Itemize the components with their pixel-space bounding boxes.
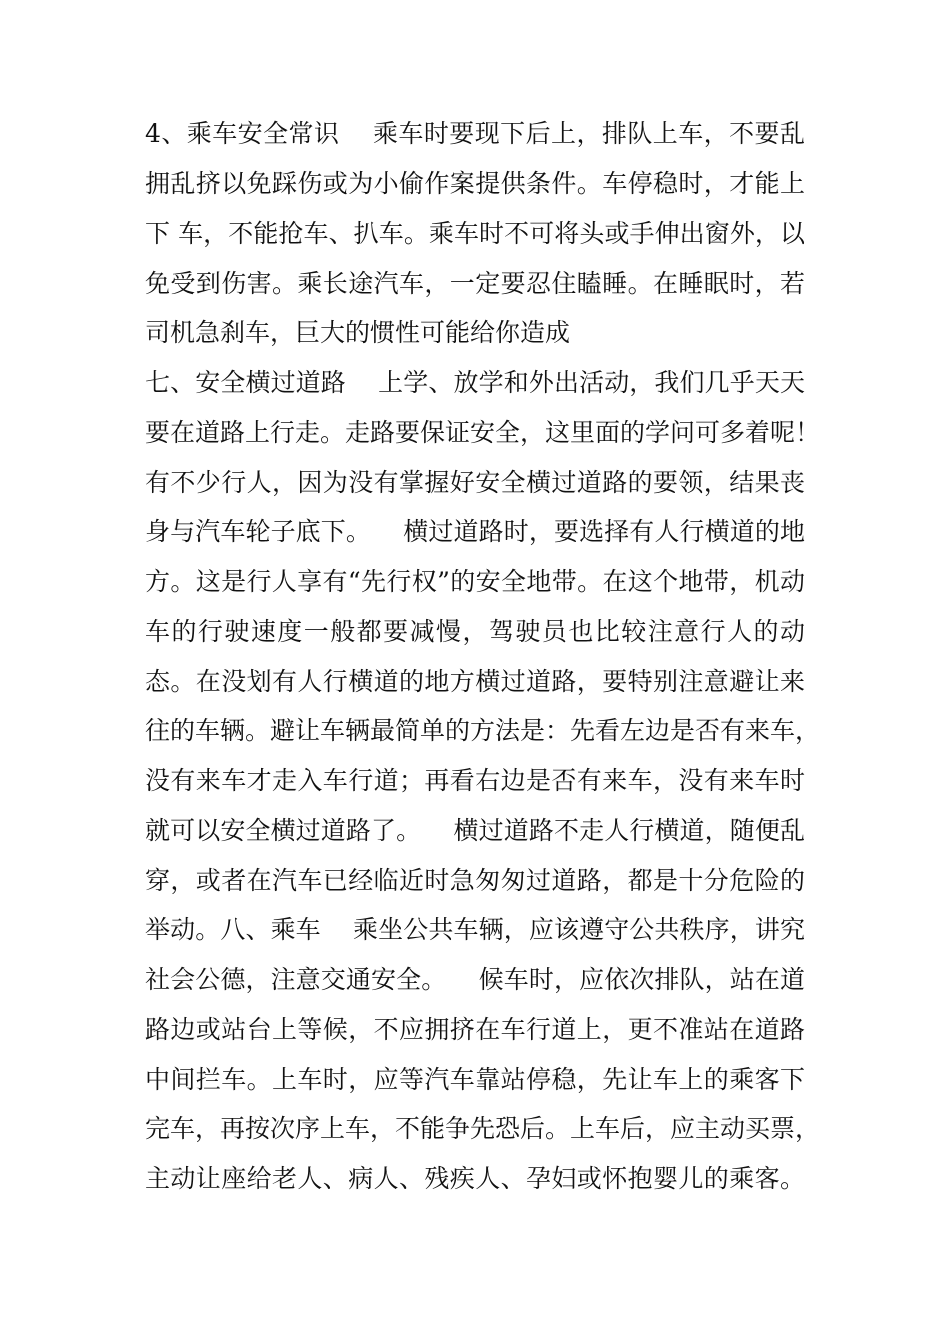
text-line: 完车，再按次序上车，不能争先恐后。上车后，应主动买票， [145,1114,821,1143]
text-line: 穿，或者在汽车已经临近时急匆匆过道路，都是十分危险的 [145,866,805,895]
text-line: 下 车，不能抢车、扒车。乘车时不可将头或手伸出窗外，以 [145,219,805,248]
text-line: 没有来车才走入车行道；再看右边是否有来车，没有来车时 [145,766,805,795]
text-line: 往的车辆。避让车辆最简单的方法是：先看左边是否有来车， [145,716,821,745]
text-line: 车的行驶速度一般都要减慢，驾驶员也比较注意行人的动 [145,617,805,646]
text-line: 身与汽车轮子底下。 横过道路时，要选择有人行横道的地 [145,517,805,546]
text-line: 社会公德，注意交通安全。 候车时，应依次排队，站在道 [145,965,805,994]
text-line: 免受到伤害。乘长途汽车，一定要忍住瞌睡。在睡眠时，若 [145,269,805,298]
text-line: 主动让座给老人、病人、残疾人、孕妇或怀抱婴儿的乘客。 [145,1164,805,1193]
text-line: 举动。八、乘车 乘坐公共车辆，应该遵守公共秩序，讲究 [145,915,805,944]
text-line: 就可以安全横过道路了。 横过道路不走人行横道，随便乱 [145,816,805,845]
text-line: 中间拦车。上车时，应等汽车靠站停稳，先让车上的乘客下 [145,1065,805,1094]
text-line: 有不少行人，因为没有掌握好安全横过道路的要领，结果丧 [145,468,805,497]
text-line: 七、安全横过道路 上学、放学和外出活动，我们几乎天天 [145,368,805,397]
text-line: 4、乘车安全常识 乘车时要现下后上，排队上车，不要乱 [145,119,805,148]
text-line: 路边或站台上等候，不应拥挤在车行道上，更不准站在道路 [145,1015,805,1044]
text-line: 方。这是行人享有“先行权”的安全地带。在这个地带，机动 [145,567,805,596]
text-line: 要在道路上行走。走路要保证安全，这里面的学问可多着呢！ [145,418,821,447]
text-line: 司机急刹车，巨大的惯性可能给你造成 [145,318,571,347]
text-line: 态。在没划有人行横道的地方横过道路，要特别注意避让来 [145,667,805,696]
text-line: 拥乱挤以免踩伤或为小偷作案提供条件。车停稳时，才能上 [145,169,805,198]
